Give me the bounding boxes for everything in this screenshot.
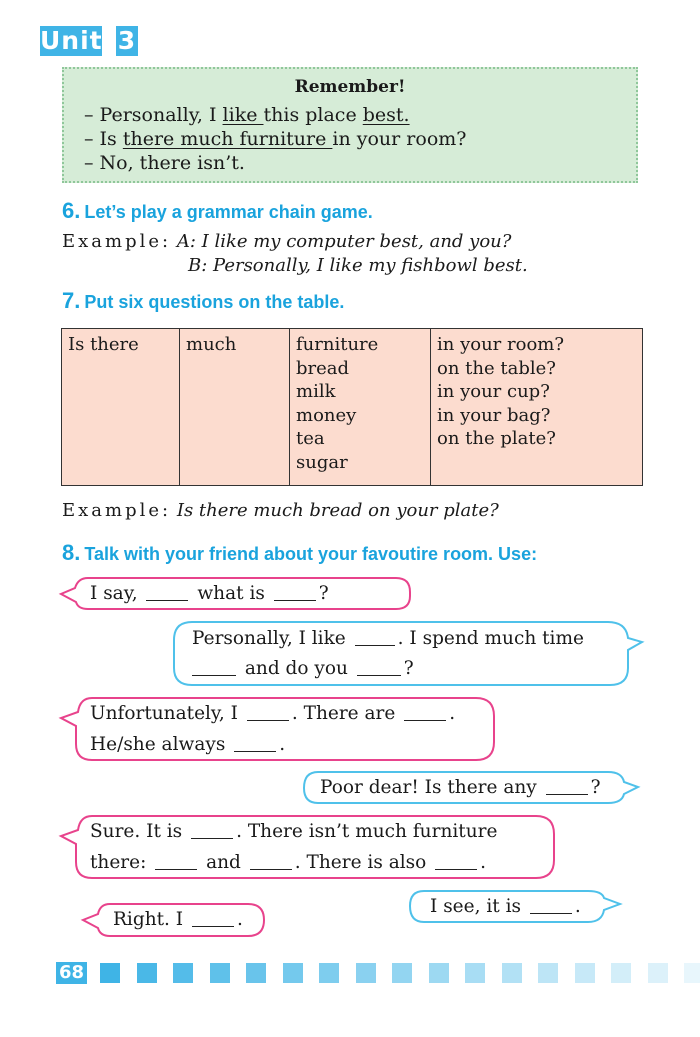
table-cell: on the plate? bbox=[437, 428, 556, 450]
table-col-3 bbox=[290, 329, 431, 485]
table-cell: tea bbox=[296, 428, 325, 450]
table-cell: on the table? bbox=[437, 357, 556, 379]
table-col-1 bbox=[62, 329, 180, 485]
footer-square bbox=[538, 963, 558, 983]
exercise-8-heading: 8. Talk with your friend about your favoutire room. Use: bbox=[62, 540, 538, 565]
table-cell: furniture bbox=[296, 334, 379, 355]
speech-bubble-7: I see, it is . bbox=[430, 896, 581, 917]
page-number: 68 bbox=[56, 962, 87, 984]
table-cell: bread bbox=[296, 357, 350, 379]
footer-square bbox=[465, 963, 485, 983]
footer-square bbox=[429, 963, 449, 983]
speech-bubble-2: Personally, I like . I spend much time and do you ? bbox=[192, 628, 584, 679]
table-cell: in your bag? bbox=[437, 404, 551, 426]
footer-square bbox=[502, 963, 522, 983]
footer-square bbox=[319, 963, 339, 983]
remember-line-1: – Personally, I like this place best. bbox=[84, 104, 410, 126]
remember-title: Remember! bbox=[294, 77, 406, 97]
footer-square bbox=[575, 963, 595, 983]
footer-square bbox=[246, 963, 266, 983]
remember-line-2: – Is there much furniture in your room? bbox=[84, 128, 467, 150]
footer-square bbox=[173, 963, 193, 983]
speech-bubble-4: Poor dear! Is there any ? bbox=[320, 777, 601, 798]
footer-square bbox=[648, 963, 668, 983]
footer-square bbox=[100, 963, 120, 983]
remember-box bbox=[62, 67, 638, 183]
footer-square bbox=[684, 963, 700, 983]
speech-bubble-3: Unfortunately, I . There are . He/she always . bbox=[90, 703, 456, 755]
table-cell: money bbox=[296, 404, 357, 426]
remember-line-3: – No, there isn’t. bbox=[84, 152, 245, 174]
speech-bubble-1: I say, what is ? bbox=[90, 583, 329, 604]
exercise-6-example-line-a: Example: A: I like my computer best, and you? bbox=[62, 231, 512, 252]
exercise-6-heading: 6. Let’s play a grammar chain game. bbox=[62, 198, 373, 223]
footer-square bbox=[392, 963, 412, 983]
footer-square bbox=[210, 963, 230, 983]
footer-square bbox=[137, 963, 157, 983]
table-cell: milk bbox=[296, 381, 336, 403]
footer-square bbox=[611, 963, 631, 983]
table-col-4 bbox=[431, 329, 641, 485]
table-cell: in your cup? bbox=[437, 381, 550, 403]
unit-label: Unit bbox=[40, 26, 103, 55]
unit-number: 3 bbox=[117, 26, 137, 55]
table-cell: much bbox=[186, 334, 237, 355]
exercise-6-example-line-b: B: Personally, I like my fishbowl best. bbox=[188, 255, 528, 276]
table-col-2 bbox=[180, 329, 290, 485]
footer-square bbox=[283, 963, 303, 983]
exercise-7-heading: 7. Put six questions on the table. bbox=[62, 288, 345, 313]
substitution-table bbox=[61, 328, 643, 486]
speech-bubble-5: Sure. It is . There isn’t much furniture there: and . There is also . bbox=[90, 821, 498, 873]
footer-square bbox=[356, 963, 376, 983]
speech-bubble-6: Right. I . bbox=[113, 909, 243, 930]
table-cell: in your room? bbox=[437, 334, 564, 355]
exercise-7-example: Example: Is there much bread on your plate? bbox=[62, 500, 499, 521]
table-cell: Is there bbox=[68, 334, 139, 355]
table-cell: sugar bbox=[296, 451, 348, 473]
